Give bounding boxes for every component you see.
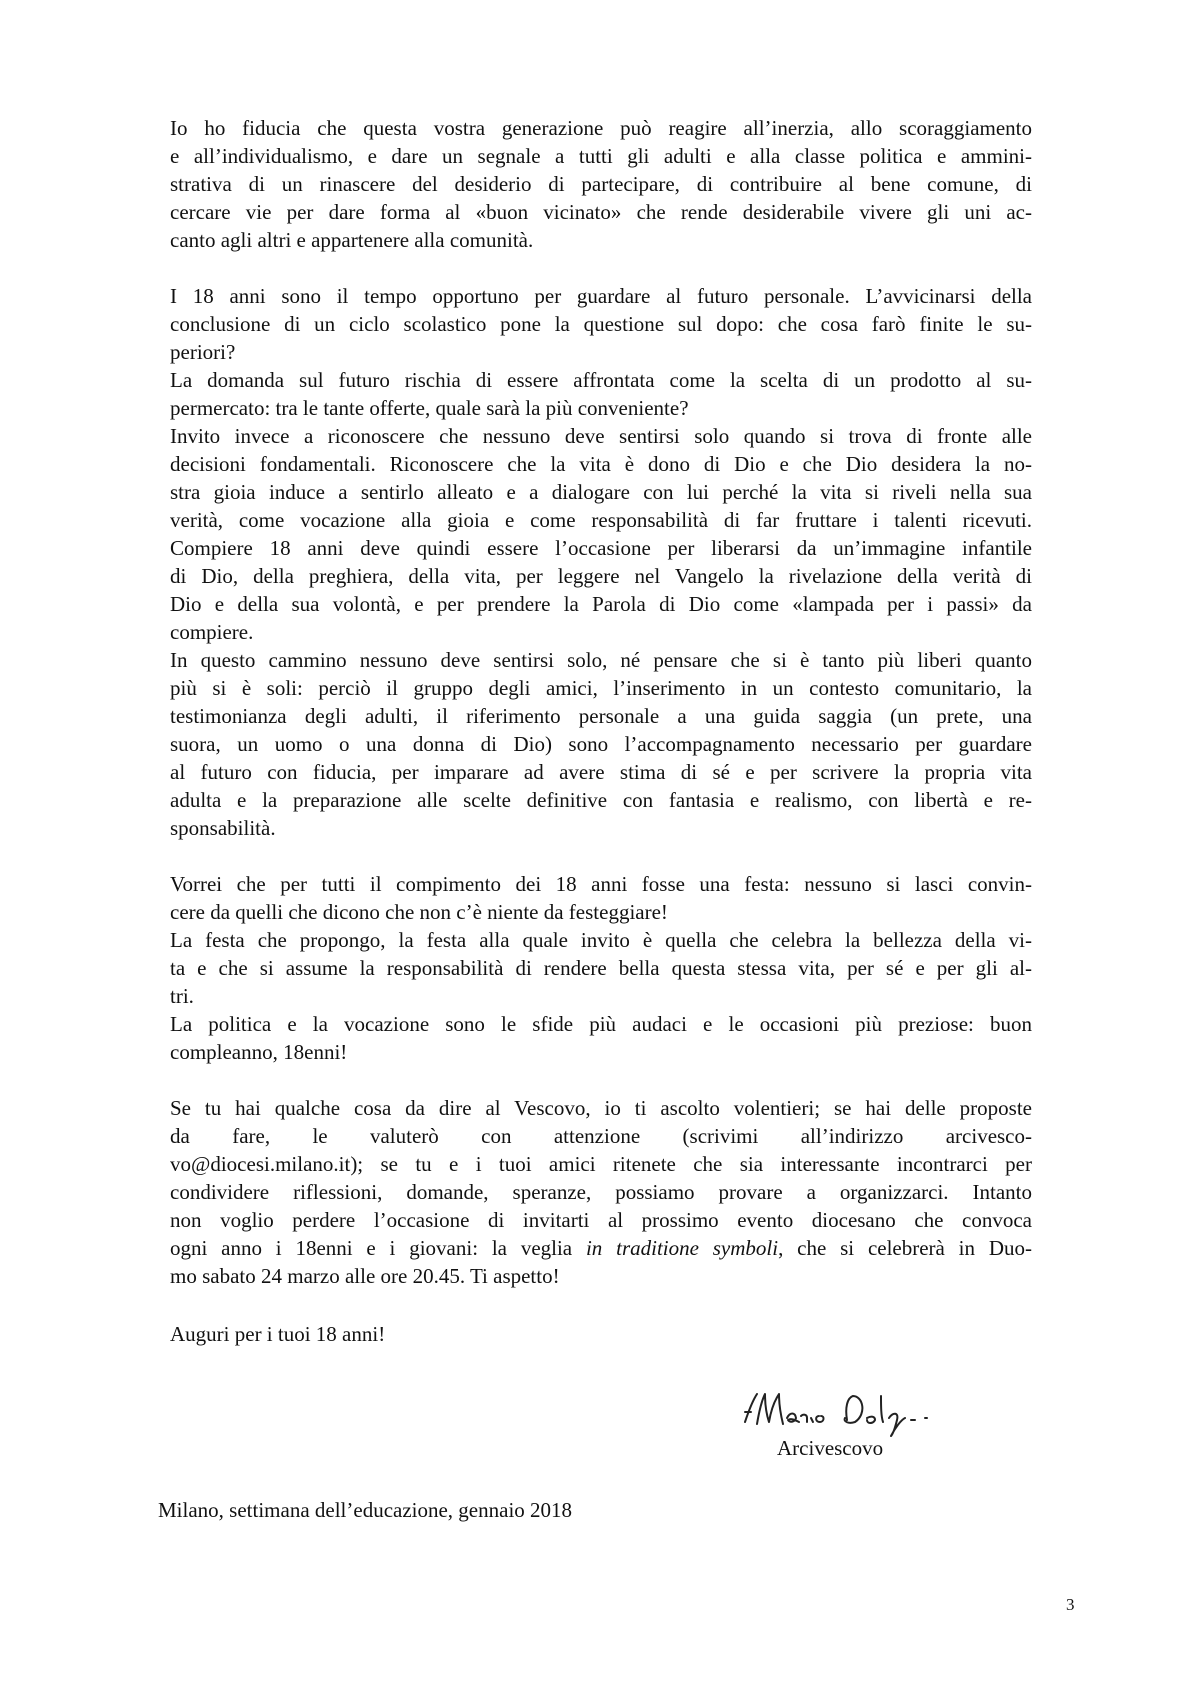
text-line [170, 1234, 1032, 1262]
text-line: adulta e la preparazione alle scelte definitive con fantasia e realismo, con libertà e re- [170, 788, 1032, 812]
text-line: conclusione di un ciclo scolastico pone la questione sul dopo: che cosa farò finite le su- [170, 312, 1032, 336]
text-line: compleanno, 18enni! [170, 1040, 348, 1064]
text-line: condividere riflessioni, domande, speranze, possiamo provare a organizzarci. Intanto [170, 1180, 1032, 1204]
paragraph-spacer [170, 1066, 1032, 1094]
text-line: e all’individualismo, e dare un segnale a tutti gli adulti e alla classe politica e ammini- [170, 144, 1032, 168]
text-line: La domanda sul futuro rischia di essere affrontata come la scelta di un prodotto al su- [170, 368, 1032, 392]
closing-wishes: Auguri per i tuoi 18 anni! [170, 1322, 386, 1346]
text-line: I 18 anni sono il tempo opportuno per guardare al futuro personale. L’avvicinarsi della [170, 284, 1032, 308]
paragraph-spacer [170, 254, 1032, 282]
paragraph-spacer [170, 842, 1032, 870]
text-line: suora, un uomo o una donna di Dio) sono l’accompagnamento necessario per guardare [170, 732, 1032, 756]
text-line: La politica e la vocazione sono le sfide più audaci e le occasioni più preziose: buon [170, 1012, 1032, 1036]
text-line: ta e che si assume la responsabilità di rendere bella questa stessa vita, per sé e per gli al- [170, 956, 1032, 980]
paragraph-spacer [170, 1290, 1032, 1320]
text-line: permercato: tra le tante offerte, quale sarà la più conveniente? [170, 396, 689, 420]
text-line: Io ho fiducia che questa vostra generazione può reagire all’inerzia, allo scoraggiamento [170, 116, 1032, 140]
text-line: vo@diocesi.milano.it); se tu e i tuoi amici ritenete che sia interessante incontrarci per [170, 1152, 1032, 1176]
text-line: periori? [170, 340, 236, 364]
text-line: In questo cammino nessuno deve sentirsi solo, né pensare che si è tanto più liberi quanto [170, 648, 1032, 672]
text-line: compiere. [170, 620, 254, 644]
paragraph-4 [170, 1094, 1032, 1290]
text-line: di Dio, della preghiera, della vita, per leggere nel Vangelo la rivelazione della verità di [170, 564, 1032, 588]
text-line: Se tu hai qualche cosa da dire al Vescovo, io ti ascolto volentieri; se hai delle proposte [170, 1096, 1032, 1120]
italic-phrase: in traditione symboli [585, 1236, 779, 1260]
text-line: più si è soli: perciò il gruppo degli amici, l’inserimento in un contesto comunitario, la [170, 676, 1032, 700]
text-line: verità, come vocazione alla gioia e come responsabilità di far fruttare i talenti ricevuti. [170, 508, 1032, 532]
signatory-title: Arcivescovo [777, 1436, 884, 1460]
page-number: 3 [1066, 1595, 1075, 1614]
text-line: strativa di un rinascere del desiderio di partecipare, di contribuire al bene comune, di [170, 172, 1032, 196]
text-segment: ogni anno i 18enni e i giovani: la veglia [170, 1236, 586, 1260]
text-line: testimonianza degli adulti, il riferimento personale a una guida saggia (un prete, una [170, 704, 1032, 728]
text-line: Vorrei che per tutti il compimento dei 18 anni fosse una festa: nessuno si lasci convin- [170, 872, 1032, 896]
paragraph-1 [170, 114, 1032, 254]
text-line: al futuro con fiducia, per imparare ad avere stima di sé e per scrivere la propria vita [170, 760, 1032, 784]
text-line: decisioni fondamentali. Riconoscere che la vita è dono di Dio e che Dio desidera la no- [170, 452, 1032, 476]
text-line: cere da quelli che dicono che non c’è niente da festeggiare! [170, 900, 668, 924]
paragraph-2 [170, 282, 1032, 842]
text-line: La festa che propongo, la festa alla quale invito è quella che celebra la bellezza della vi- [170, 928, 1032, 952]
text-line: Compiere 18 anni deve quindi essere l’occasione per liberarsi da un’immagine infantile [170, 536, 1032, 560]
handwritten-signature [735, 1382, 975, 1442]
text-line: tri. [170, 984, 194, 1008]
text-line: Dio e della sua volontà, e per prendere la Parola di Dio come «lampada per i passi» da [170, 592, 1032, 616]
place-date: Milano, settimana dell’educazione, gennaio 2018 [158, 1498, 573, 1522]
text-line: canto agli altri e appartenere alla comunità. [170, 228, 534, 252]
letter-body [170, 114, 1032, 1348]
text-line: non voglio perdere l’occasione di invitarti al prossimo evento diocesano che convoca [170, 1208, 1032, 1232]
paragraph-3 [170, 870, 1032, 1066]
text-line: da fare, le valuterò con attenzione (scrivimi all’indirizzo arcivesco- [170, 1124, 1032, 1148]
text-segment: , che si celebrerà in Duo- [778, 1236, 1032, 1260]
text-line: mo sabato 24 marzo alle ore 20.45. Ti aspetto! [170, 1264, 560, 1288]
text-line: sponsabilità. [170, 816, 276, 840]
signature-block [735, 1382, 975, 1472]
text-line: stra gioia induce a sentirlo alleato e a dialogare con lui perché la vita si riveli nella sua [170, 480, 1032, 504]
text-line: cercare vie per dare forma al «buon vicinato» che rende desiderabile vivere gli uni ac- [170, 200, 1032, 224]
text-line: Invito invece a riconoscere che nessuno deve sentirsi solo quando si trova di fronte alle [170, 424, 1032, 448]
